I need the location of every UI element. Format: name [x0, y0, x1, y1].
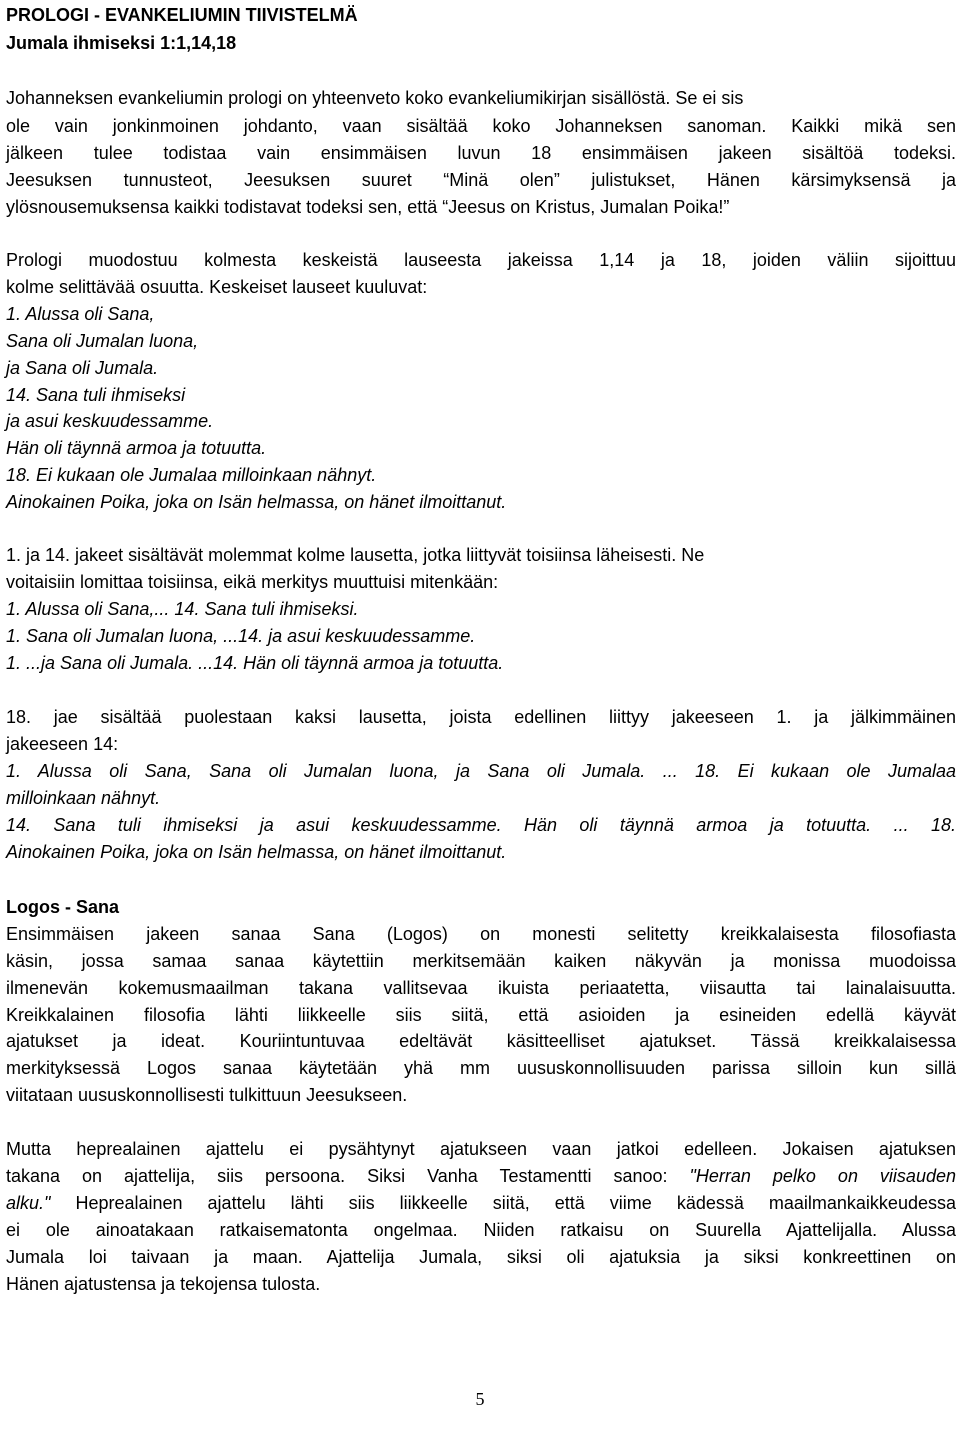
scripture-quote: alku." [6, 1193, 51, 1213]
logos-line: ajatukset ja ideat. Kouriintuntuvaa edeltävät käsitteelliset ajatukset. Tässä kreikkalaisessa [6, 1031, 956, 1051]
parallel-pair: 1. ...ja Sana oli Jumala. ...14. Hän oli täynnä armoa ja totuutta. [6, 653, 504, 673]
parallels-intro-line: voitaisiin lomittaa toisiinsa, eikä merkitys muuttuisi mitenkään: [6, 572, 499, 592]
verse-line: 14. Sana tuli ihmiseksi [6, 385, 186, 405]
parallel-pair: 1. Sana oli Jumalan luona, ...14. ja asui keskuudessamme. [6, 626, 476, 646]
scripture-quote: "Herran pelko on viisauden [689, 1166, 956, 1186]
hebrew-line [6, 1192, 956, 1214]
hebrew-line: ei ole ainoatakaan ratkaisematonta ongelmaa. Niiden ratkaisu on Suurella Ajattelijalla. Alussa [6, 1220, 956, 1240]
verse18-pair: 14. Sana tuli ihmiseksi ja asui keskuudessamme. Hän oli täynnä armoa ja totuutta. ... 18. [6, 815, 956, 835]
hebrew-line [6, 1165, 956, 1187]
hebrew-line: Hänen ajatustensa ja tekojensa tulosta. [6, 1274, 321, 1294]
verse-line: Hän oli täynnä armoa ja totuutta. [6, 438, 267, 458]
verse-line: ja asui keskuudessamme. [6, 411, 214, 431]
verse18-pair: milloinkaan nähnyt. [6, 788, 161, 808]
hebrew-line: Jumala loi taivaan ja maan. Ajattelija Jumala, siksi oli ajatuksia ja siksi konkreettinen on [6, 1247, 956, 1267]
logos-line: Ensimmäisen jakeen sanaa Sana (Logos) on monesti selitetty kreikkalaisesta filosofiasta [6, 924, 956, 944]
document-subtitle: Jumala ihmiseksi 1:1,14,18 [6, 33, 237, 53]
intro-line: ylösnousemuksensa kaikki todistavat todeksi sen, että “Jeesus on Kristus, Jumalan Poika!” [6, 197, 730, 217]
verse-line: Ainokainen Poika, joka on Isän helmassa, on hänet ilmoittanut. [6, 492, 507, 512]
hebrew-text: Heprealainen ajattelu lähti siis liikkeelle siitä, että viime kädessä maailmankaikkeudessa [50, 1193, 956, 1213]
verse18-intro-line: 18. jae sisältää puolestaan kaksi lausetta, joista edellinen liittyy jakeeseen 1. ja jälkimmäinen [6, 707, 956, 727]
logos-line: käsin, jossa samaa sanaa käytettiin merkitsemään kaiken näkyvän ja monissa muodoissa [6, 951, 956, 971]
intro-line: Jeesuksen tunnusteot, Jeesuksen suuret “Minä olen” julistukset, Hänen kärsimyksensä ja [6, 170, 956, 190]
hebrew-line: Mutta heprealainen ajattelu ei pysähtynyt ajatukseen vaan jatkoi edelleen. Jokaisen ajatuksen [6, 1139, 956, 1159]
document-title: PROLOGI - EVANKELIUMIN TIIVISTELMÄ [6, 5, 358, 25]
structure-line: kolme selittävää osuutta. Keskeiset lauseet kuuluvat: [6, 277, 428, 297]
verse18-intro-line: jakeeseen 14: [6, 734, 119, 754]
verse-line: 18. Ei kukaan ole Jumalaa milloinkaan nähnyt. [6, 465, 377, 485]
verse-line: ja Sana oli Jumala. [6, 358, 159, 378]
verse18-pair: Ainokainen Poika, joka on Isän helmassa, on hänet ilmoittanut. [6, 842, 507, 862]
logos-line: viitataan uususkonnollisesti tulkittuun Jeesukseen. [6, 1085, 408, 1105]
parallel-pair: 1. Alussa oli Sana,... 14. Sana tuli ihmiseksi. [6, 599, 359, 619]
logos-line: ilmenevän kokemusmaailman takana vallitsevaa ikuista periaatetta, viisautta tai lainalaisuutta. [6, 978, 956, 998]
verse-line: Sana oli Jumalan luona, [6, 331, 199, 351]
section-heading-logos: Logos - Sana [6, 897, 120, 917]
logos-line: merkityksessä Logos sanaa käytetään yhä mm uususkonnollisuuden parissa silloin kun sillä [6, 1058, 956, 1078]
logos-line: Kreikkalainen filosofia lähti liikkeelle siis siitä, että asioiden ja esineiden edellä käyvät [6, 1005, 956, 1025]
parallels-intro-line: 1. ja 14. jakeet sisältävät molemmat kolme lausetta, jotka liittyvät toisiinsa läheisesti. Ne [6, 545, 705, 565]
verse-line: 1. Alussa oli Sana, [6, 304, 155, 324]
page-number: 5 [475, 1389, 485, 1409]
intro-line: Johanneksen evankeliumin prologi on yhteenveto koko evankeliumikirjan sisällöstä. Se ei sis [6, 88, 744, 108]
hebrew-text: takana on ajattelija, siis persoona. Siksi Vanha Testamentti sanoo: [6, 1166, 690, 1186]
structure-line: Prologi muodostuu kolmesta keskeistä lauseesta jakeissa 1,14 ja 18, joiden väliin sijoittuu [6, 250, 956, 270]
intro-line: jälkeen tulee todistaa vain ensimmäisen luvun 18 ensimmäisen jakeen sisältöä todeksi. [6, 143, 956, 163]
intro-line: ole vain jonkinmoinen johdanto, vaan sisältää koko Johanneksen sanoman. Kaikki mikä sen [6, 116, 956, 136]
verse18-pair: 1. Alussa oli Sana, Sana oli Jumalan luona, ja Sana oli Jumala. ... 18. Ei kukaan ole Jumalaa [6, 761, 956, 781]
